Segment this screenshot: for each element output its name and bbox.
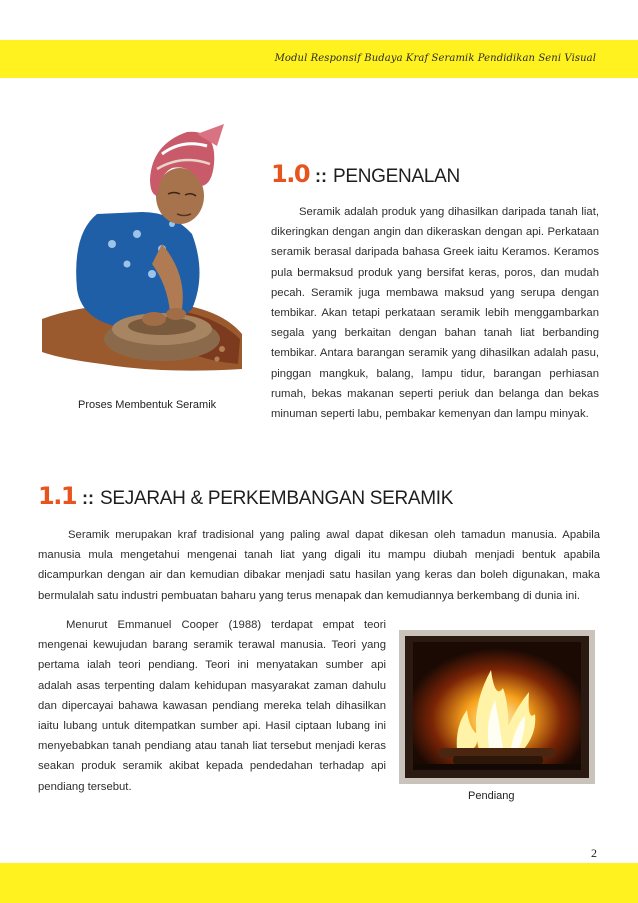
section-separator: ::	[315, 166, 328, 186]
section-title: PENGENALAN	[333, 166, 460, 187]
footer-band	[0, 863, 638, 903]
photo-caption-pendiang: Pendiang	[468, 790, 515, 802]
section-title: SEJARAH & PERKEMBANGAN SERAMIK	[100, 488, 454, 509]
history-paragraph: Seramik merupakan kraf tradisional yang paling awal dapat dikesan oleh tamadun manusia. Apabila manusia mula mengetahui mengenai tanah liat yang digali itu mampu diubah menjadi bentuk apabila dicampurkan dengan air dan kemudian dibakar menjadi satu hasilan yang keras dan boleh digunakan, maka bermulalah satu industri pembuatan baharu yang terus menapak dan kemudiannya berkembang di dunia ini.	[38, 529, 600, 602]
section-heading-pengenalan	[271, 160, 460, 188]
page-number: 2	[591, 846, 597, 860]
fireplace-fire-photo	[399, 630, 595, 784]
section-separator: ::	[82, 488, 95, 508]
woman-shaping-clay-photo	[42, 124, 242, 394]
intro-paragraph: Seramik adalah produk yang dihasilkan daripada tanah liat, dikeringkan dengan angin dan dikeraskan dengan api. Perkataan seramik berasal daripada bahasa Greek iaitu Keramos. Keramos pula bermaksud produk yang bersifat keras, poros, dan mudah pecah. Seramik juga membawa maksud yang serupa dengan tembikar. Akan tetapi perkataan seramik lebih menggambarkan segala yang berkaitan dengan bahan tanah liat berbanding tembikar. Antara barangan seramik yang dihasilkan adalah pasu, pinggan mangkuk, balang, lampu tidur, barangan perhiasan rumah, bekas makanan seperti periuk dan belanga dan bekas minuman seperti labu, pembakar kemenyan dan lampu minyak.	[271, 206, 599, 421]
section-heading-sejarah	[38, 482, 453, 510]
section-number: 1.0	[271, 160, 310, 188]
photo-caption-proses: Proses Membentuk Seramik	[78, 399, 217, 411]
section-number: 1.1	[38, 482, 77, 510]
theory-paragraph: Menurut Emmanuel Cooper (1988) terdapat empat teori mengenai kewujudan barang seramik terawal manusia. Teori yang pertama ialah teori pendiang. Teori ini menyatakan sumber api adalah asas terpenting dalam kehidupan masyarakat zaman dahulu dan dipercayai bahawa kawasan pendiang mereka telah dihasilkan iaitu lubang untuk ditempatkan sumber api. Hasil ciptaan lubang ini menyebabkan tanah pendiang atau tanah liat tersebut menjadi keras seakan produk seramik akibat kepada pendedahan terhadap api pendiang tersebut.	[38, 619, 386, 793]
module-title: Modul Responsif Budaya Kraf Seramik Pendidikan Seni Visual	[274, 53, 596, 64]
